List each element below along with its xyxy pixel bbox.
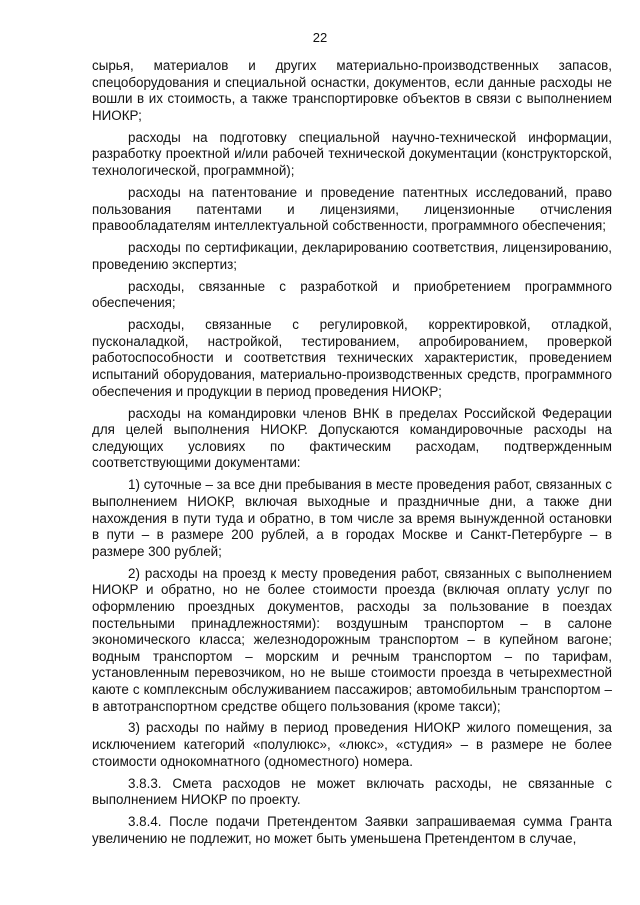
paragraph-daily-allowance: 1) суточные – за все дни пребывания в месте проведения работ, связанных с выполнением НИОКР, включая выходные и праздничные дни, а также дни нахождения в пути туда и обратно, в том числе за время вынужденной остановки в пути – в размере 200 рублей, а в городах Москве и Санкт-Петербурге – в размере 300 рублей; <box>92 477 612 559</box>
document-body <box>92 58 612 853</box>
paragraph-travel-expenses: 2) расходы на проезд к месту проведения работ, связанных с выполнением НИОКР и обратно, но не более стоимости проезда (включая оплату услуг по оформлению проездных документов, расходы за пользование в поездах постельными принадлежностями): воздушным транспортом – в салоне экономического класса; железнодорожным транспортом – в купейном вагоне; водным транспортом – морским и речным транспортом – по тарифам, установленным перевозчиком, но не выше стоимости проезда в четырехместной каюте с комплексным обслуживанием пассажиров; автомобильным транспортом – в автотранспортном средстве общего пользования (кроме такси); <box>92 565 612 714</box>
paragraph-continuation: сырья, материалов и других материально-производственных запасов, спецоборудования и специальной оснастки, документов, если данные расходы не вошли в их стоимость, а также транспортировке объектов в связи с выполнением НИОКР; <box>92 58 612 123</box>
paragraph-business-trips: расходы на командировки членов ВНК в пределах Российской Федерации для целей выполнения НИОКР. Допускаются командировочные расходы на следующих условиях по фактическим расходам, подтвержденным соответствующими документами: <box>92 405 612 471</box>
paragraph-software: расходы, связанные с разработкой и приобретением программного обеспечения; <box>92 278 612 311</box>
paragraph-accommodation: 3) расходы по найму в период проведения НИОКР жилого помещения, за исключением категорий «полулюкс», «люкс», «студия» – в размере не более стоимости однокомнатного (одноместного) номера. <box>92 720 612 769</box>
paragraph-certification: расходы по сертификации, декларированию соответствия, лицензированию, проведению экспертиз; <box>92 240 612 272</box>
paragraph-scientific-information: расходы на подготовку специальной научно-технической информации, разработку проектной и/или рабочей технической документации (конструкторской, технологической, программной); <box>92 129 612 178</box>
paragraph-adjustment: расходы, связанные с регулировкой, корректировкой, отладкой, пусконаладкой, настройкой, тестированием, апробированием, проверкой работоспособности и соответствия технических характеристик, проведением испытаний оборудования, материально-производственных средств, программного обеспечения и продукции в период проведения НИОКР; <box>92 317 612 399</box>
page-number: 22 <box>312 30 328 45</box>
paragraph-3-8-4: 3.8.4. После подачи Претендентом Заявки запрашиваемая сумма Гранта увеличению не подлежит, но может быть уменьшена Претендентом в случае, <box>92 814 612 846</box>
paragraph-patents: расходы на патентование и проведение патентных исследований, право пользования патентами и лицензиями, лицензионные отчисления правообладателям интеллектуальной собственности, программного обеспечения; <box>92 184 612 234</box>
paragraph-3-8-3: 3.8.3. Смета расходов не может включать расходы, не связанные с выполнением НИОКР по проекту. <box>92 775 612 808</box>
